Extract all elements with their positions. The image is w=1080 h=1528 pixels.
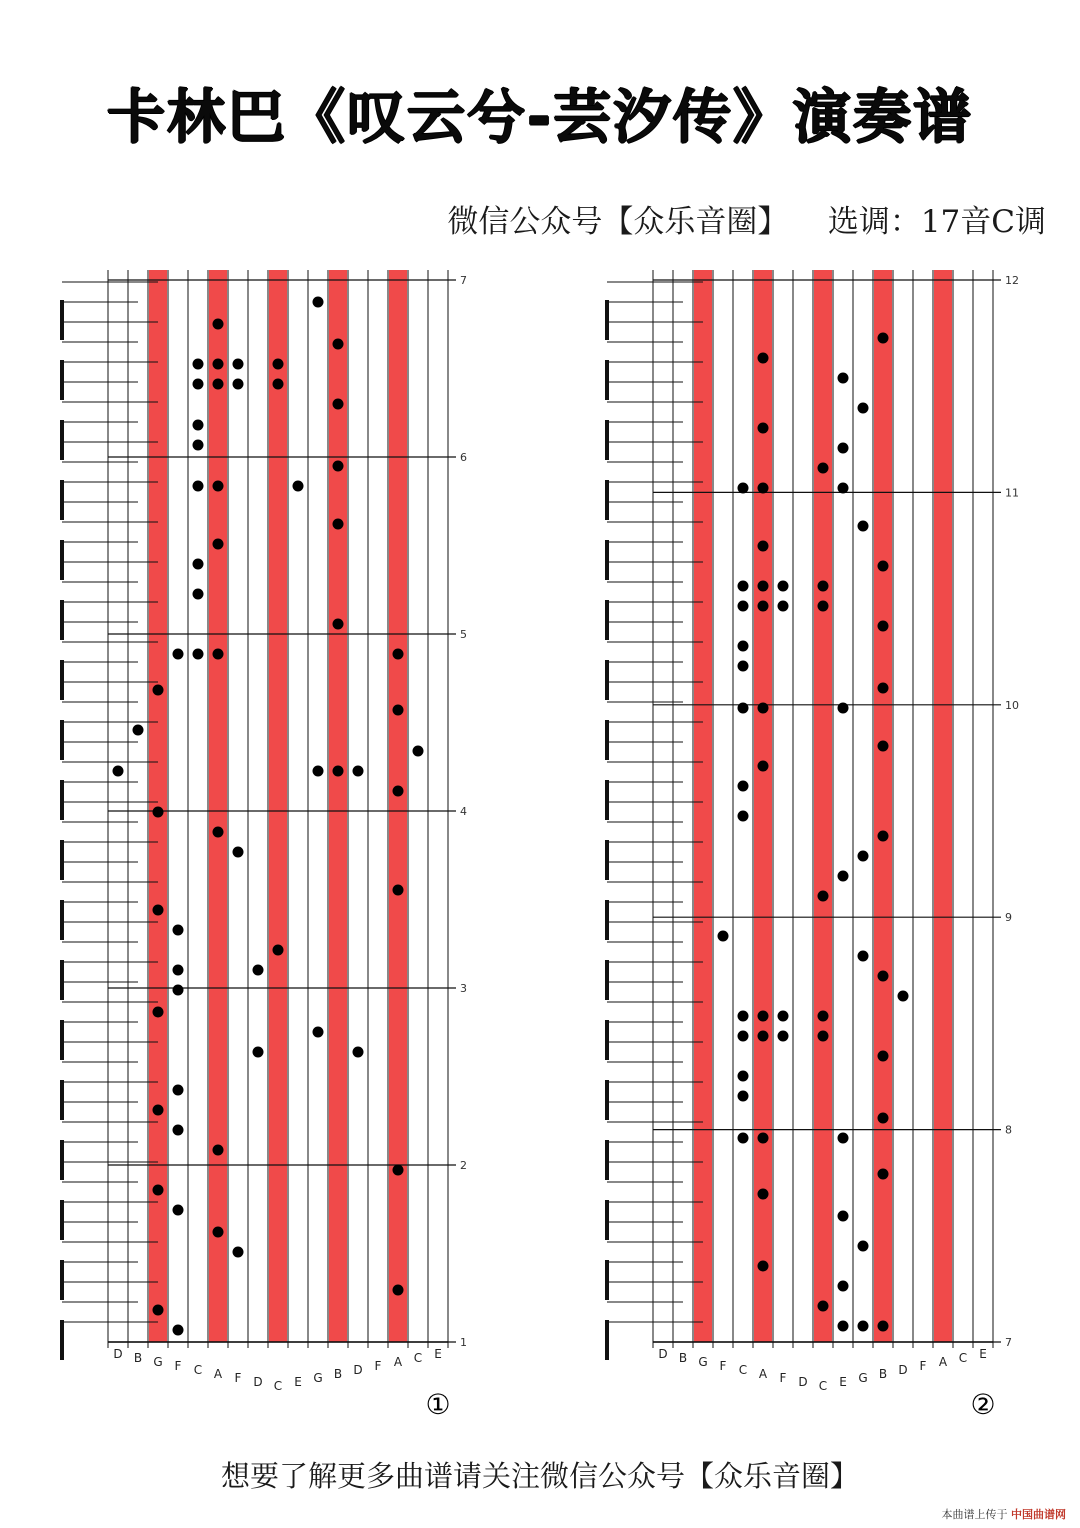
red-tine-column [209, 270, 227, 1342]
note-dot [758, 601, 769, 612]
note-dot [313, 1027, 324, 1038]
note-dot [838, 1281, 849, 1292]
note-dot [253, 965, 264, 976]
note-dot [758, 1189, 769, 1200]
tine-label: C [413, 1351, 423, 1365]
measure-number: 3 [460, 982, 467, 995]
note-dot [193, 379, 204, 390]
note-dot [818, 1301, 829, 1312]
note-dot [738, 1031, 749, 1042]
note-dot [273, 945, 284, 956]
measure-number: 8 [1005, 1123, 1012, 1137]
note-dot [173, 1085, 184, 1096]
note-dot [173, 1325, 184, 1336]
tine-label: F [374, 1359, 382, 1373]
note-dot [858, 1321, 869, 1332]
measure-number: 7 [460, 274, 467, 287]
note-dot [173, 1125, 184, 1136]
note-dot [333, 461, 344, 472]
tine-label: F [174, 1359, 182, 1373]
note-dot [313, 766, 324, 777]
note-dot [353, 1047, 364, 1058]
note-dot [878, 971, 889, 982]
red-tine-column [874, 270, 892, 1342]
note-dot [173, 925, 184, 936]
note-dot [233, 847, 244, 858]
note-dot [838, 483, 849, 494]
note-dot [193, 420, 204, 431]
note-dot [838, 1133, 849, 1144]
measure-number: 7 [1005, 1336, 1012, 1349]
note-dot [758, 581, 769, 592]
note-dot [213, 359, 224, 370]
note-dot [193, 559, 204, 570]
note-dot [393, 1285, 404, 1296]
tine-label: D [253, 1375, 263, 1389]
tine-label: A [758, 1367, 768, 1381]
note-dot [778, 601, 789, 612]
note-dot [233, 1247, 244, 1258]
note-dot [393, 705, 404, 716]
note-dot [738, 483, 749, 494]
note-dot [738, 641, 749, 652]
note-dot [293, 481, 304, 492]
note-dot [818, 1031, 829, 1042]
note-dot [858, 403, 869, 414]
note-dot [758, 483, 769, 494]
tine-label: G [313, 1371, 323, 1385]
tine-label: B [678, 1351, 688, 1365]
note-dot [738, 601, 749, 612]
note-dot [878, 561, 889, 572]
note-dot [213, 827, 224, 838]
note-dot [213, 649, 224, 660]
note-dot [738, 661, 749, 672]
note-dot [313, 297, 324, 308]
note-dot [233, 359, 244, 370]
note-dot [193, 589, 204, 600]
note-dot [738, 581, 749, 592]
note-dot [878, 1169, 889, 1180]
note-dot [213, 319, 224, 330]
note-dot [878, 1051, 889, 1062]
note-dot [173, 649, 184, 660]
note-dot [818, 891, 829, 902]
measure-number: 2 [460, 1159, 467, 1172]
note-dot [393, 649, 404, 660]
note-dot [878, 333, 889, 344]
tine-label: E [434, 1347, 442, 1361]
note-dot [213, 1145, 224, 1156]
note-dot [738, 1133, 749, 1144]
note-dot [333, 339, 344, 350]
note-dot [253, 1047, 264, 1058]
note-dot [153, 685, 164, 696]
upload-note [942, 1506, 1067, 1522]
subtitle: 微信公众号【众乐音圈】 选调：17音C调 [447, 204, 1046, 240]
tine-label: B [133, 1351, 143, 1365]
measure-number: 10 [1005, 698, 1019, 712]
tab-sheet-2 [600, 262, 1020, 1442]
note-dot [818, 601, 829, 612]
note-dot [898, 991, 909, 1002]
note-dot [193, 440, 204, 451]
note-dot [878, 683, 889, 694]
note-dot [353, 766, 364, 777]
note-dot [838, 703, 849, 714]
footer-text: 想要了解更多曲谱请关注微信公众号【众乐音圈】 [220, 1459, 859, 1493]
note-dot [173, 985, 184, 996]
tine-label: E [839, 1375, 847, 1389]
note-dot [778, 1031, 789, 1042]
tine-label: D [113, 1347, 123, 1361]
note-dot [878, 1321, 889, 1332]
note-dot [133, 725, 144, 736]
tine-label: D [898, 1363, 908, 1377]
note-dot [858, 851, 869, 862]
note-dot [838, 871, 849, 882]
tine-label: C [738, 1363, 748, 1377]
tine-label: C [273, 1379, 283, 1393]
note-dot [213, 539, 224, 550]
note-dot [838, 443, 849, 454]
note-dot [878, 831, 889, 842]
tine-label: F [779, 1371, 787, 1385]
note-dot [758, 1133, 769, 1144]
note-dot [738, 703, 749, 714]
tine-label: G [153, 1355, 163, 1369]
note-dot [738, 1091, 749, 1102]
note-dot [838, 1321, 849, 1332]
note-dot [273, 379, 284, 390]
note-dot [153, 1185, 164, 1196]
note-dot [153, 905, 164, 916]
note-dot [333, 399, 344, 410]
note-dot [333, 619, 344, 630]
note-dot [758, 1261, 769, 1272]
tine-label: A [938, 1355, 948, 1369]
note-dot [818, 581, 829, 592]
note-dot [818, 463, 829, 474]
red-tine-column [814, 270, 832, 1342]
tine-label: D [658, 1347, 668, 1361]
measure-number: 11 [1005, 486, 1019, 500]
note-dot [113, 766, 124, 777]
tine-label: E [979, 1347, 987, 1361]
red-tine-column [329, 270, 347, 1342]
note-dot [273, 359, 284, 370]
note-dot [173, 965, 184, 976]
note-dot [738, 1011, 749, 1022]
note-dot [758, 353, 769, 364]
tine-label: E [294, 1375, 302, 1389]
note-dot [193, 649, 204, 660]
note-dot [878, 741, 889, 752]
tine-label: B [333, 1367, 343, 1381]
tine-label: G [698, 1355, 708, 1369]
tine-label: C [193, 1363, 203, 1377]
measure-number: 1 [460, 1336, 467, 1349]
note-dot [878, 1113, 889, 1124]
red-tine-column [269, 270, 287, 1342]
note-dot [153, 807, 164, 818]
tine-label: A [213, 1367, 223, 1381]
note-dot [213, 481, 224, 492]
note-dot [858, 521, 869, 532]
note-dot [838, 1211, 849, 1222]
note-dot [413, 746, 424, 757]
page-number: ① [425, 1388, 451, 1421]
note-dot [153, 1007, 164, 1018]
note-dot [758, 423, 769, 434]
note-dot [213, 379, 224, 390]
upload-site-logo: 中国曲谱网 [1011, 1508, 1066, 1521]
red-tine-column [694, 270, 712, 1342]
tine-label: C [958, 1351, 968, 1365]
red-tine-column [149, 270, 167, 1342]
note-dot [173, 1205, 184, 1216]
note-dot [153, 1105, 164, 1116]
tine-label: B [878, 1367, 888, 1381]
note-dot [818, 1011, 829, 1022]
note-dot [738, 781, 749, 792]
tine-label: F [919, 1359, 927, 1373]
red-tine-column [934, 270, 952, 1342]
note-dot [153, 1305, 164, 1316]
tine-label: D [798, 1375, 808, 1389]
measure-number: 9 [1005, 911, 1012, 925]
note-dot [233, 379, 244, 390]
measure-number: 6 [460, 451, 467, 464]
tine-label: D [353, 1363, 363, 1377]
note-dot [758, 1031, 769, 1042]
note-dot [193, 481, 204, 492]
tine-label: F [234, 1371, 242, 1385]
note-dot [758, 761, 769, 772]
note-dot [838, 373, 849, 384]
measure-number: 5 [460, 628, 467, 641]
measure-number: 4 [460, 805, 467, 818]
note-dot [858, 951, 869, 962]
note-dot [778, 1011, 789, 1022]
tab-sheet-1 [55, 262, 475, 1442]
note-dot [393, 1165, 404, 1176]
tine-label: F [719, 1359, 727, 1373]
note-dot [858, 1241, 869, 1252]
note-dot [738, 1071, 749, 1082]
note-dot [213, 1227, 224, 1238]
note-dot [738, 811, 749, 822]
tine-label: G [858, 1371, 868, 1385]
note-dot [758, 541, 769, 552]
page-title: 卡林巴《叹云兮-芸汐传》演奏谱 [106, 83, 974, 151]
page-number: ② [970, 1388, 996, 1421]
upload-note-label: 本曲谱上传于 [941, 1508, 1008, 1521]
tine-label: C [818, 1379, 828, 1393]
note-dot [393, 786, 404, 797]
note-dot [718, 931, 729, 942]
note-dot [758, 1011, 769, 1022]
note-dot [778, 581, 789, 592]
note-dot [878, 621, 889, 632]
note-dot [193, 359, 204, 370]
tine-label: A [393, 1355, 403, 1369]
note-dot [758, 703, 769, 714]
red-tine-column [389, 270, 407, 1342]
note-dot [333, 519, 344, 530]
measure-number: 12 [1005, 274, 1019, 287]
note-dot [333, 766, 344, 777]
note-dot [393, 885, 404, 896]
